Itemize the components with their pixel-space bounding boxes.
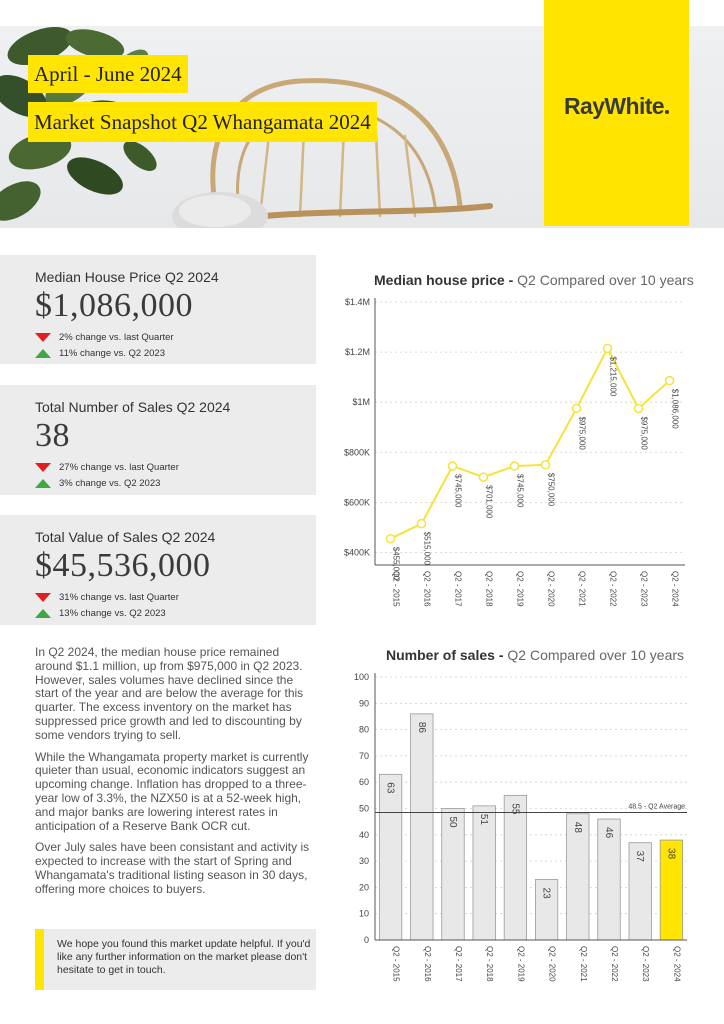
paragraph-1: In Q2 2024, the median house price remained around $1.1 million, up from $975,000 in Q2 2023. However, sales volumes have declined since the start of the year and are below the average for this quarter. The excess inventory on the market has suppressed price growth and led to discounting by some vendors trying to sell. <box>35 645 304 742</box>
average-label: 48.5 - Q2 Average <box>628 803 685 811</box>
bar-value-label: 46 <box>603 827 614 839</box>
x-tick-label: Q2 - 2023 <box>641 946 651 982</box>
change-year-text: 3% change vs. Q2 2023 <box>59 477 161 489</box>
median-price-label: Median House Price Q2 2024 <box>35 269 219 285</box>
bar-value-label: 38 <box>665 848 677 860</box>
change-quarter-text: 31% change vs. last Quarter <box>59 591 179 603</box>
median-price-chart <box>330 290 710 620</box>
price-point <box>635 404 643 412</box>
change-quarter-text: 27% change vs. last Quarter <box>59 461 179 473</box>
change-year-text: 11% change vs. Q2 2023 <box>59 347 165 359</box>
bar-value-label: 50 <box>447 816 458 828</box>
price-point <box>542 461 550 469</box>
change-year-text: 13% change vs. Q2 2023 <box>59 607 166 619</box>
sales-count-value: 38 <box>35 417 70 454</box>
x-tick-label: Q2 - 2024 <box>672 946 682 982</box>
x-tick-label: Q2 - 2018 <box>485 946 495 982</box>
bar-value-label: 63 <box>384 782 396 794</box>
price-data-label: $745,000 <box>453 474 463 508</box>
price-point <box>511 462 519 470</box>
arrow-up-icon <box>35 609 51 618</box>
price-chart-title-main: Median house price <box>374 272 505 288</box>
y-tick-label: $600K <box>343 497 370 508</box>
price-point <box>480 473 488 481</box>
sales-bar <box>442 809 464 941</box>
price-data-label: $1,215,000 <box>608 356 618 397</box>
price-data-label: $975,000 <box>577 416 587 450</box>
y-tick-label: 50 <box>358 803 369 814</box>
price-chart-subtitle: Q2 Compared over 10 years <box>517 272 694 288</box>
price-chart-title: Median house price - Q2 Compared over 10 years <box>374 272 694 288</box>
x-tick-label: Q2 - 2023 <box>639 571 649 607</box>
bar-value-label: 23 <box>540 887 552 899</box>
x-tick-label: Q2 - 2017 <box>454 946 463 982</box>
price-data-label: $455,000 <box>391 546 401 581</box>
x-tick-label: Q2 - 2018 <box>484 571 494 607</box>
bar-value-label: 51 <box>478 813 490 825</box>
sales-count-label: Total Number of Sales Q2 2024 <box>35 399 231 415</box>
bar-value-label: 48 <box>571 821 583 833</box>
sales-bar <box>379 774 401 940</box>
x-tick-label: Q2 - 2021 <box>577 571 587 607</box>
logo-text: RayWhite <box>564 92 664 119</box>
x-tick-label: Q2 - 2020 <box>547 946 557 982</box>
sales-value-label: Total Value of Sales Q2 2024 <box>35 529 216 545</box>
change-year <box>35 345 316 361</box>
paragraph-2: While the Whangamata property market is currently quieter than usual, economic indicators suggest an upcoming change. Inflation has dropped to a three-year low of 3.3%, the NZX50 is at a 52-week high, and major banks are lowering interest rates in anticipation of a Reserve Bank OCR cut. <box>35 749 309 833</box>
x-tick-label: Q2 - 2020 <box>546 571 556 607</box>
sales-value-value: $45,536,000 <box>35 547 211 584</box>
raywhite-logo <box>564 93 669 120</box>
y-tick-label: 30 <box>358 856 369 867</box>
arrow-up-icon <box>35 479 51 488</box>
price-point <box>604 344 612 352</box>
price-point <box>573 404 581 412</box>
price-point <box>666 377 674 385</box>
x-tick-label: Q2 - 2019 <box>515 571 525 607</box>
price-data-label: $750,000 <box>546 472 556 507</box>
y-tick-label: 80 <box>358 724 369 735</box>
arrow-up-icon <box>35 349 51 358</box>
cta-text: We hope you found this market update helpful. If you'd like any further information on the market please don't hesitate to get in touch. <box>57 938 311 976</box>
x-tick-label: Q2 - 2016 <box>422 946 432 982</box>
logo-dot <box>665 110 669 114</box>
y-tick-label: $800K <box>343 447 370 458</box>
price-data-label: $515,000 <box>422 531 432 566</box>
x-tick-label: Q2 - 2022 <box>610 946 619 982</box>
price-series-line <box>391 348 670 538</box>
x-tick-label: Q2 - 2015 <box>391 946 401 982</box>
sales-bar <box>411 714 433 940</box>
change-quarter-text: 2% change vs. last Quarter <box>59 331 174 343</box>
x-tick-label: Q2 - 2019 <box>516 946 526 982</box>
sales-chart-title: Number of sales - Q2 Compared over 10 years <box>386 647 685 663</box>
x-tick-label: Q2 - 2017 <box>453 571 463 607</box>
sales-value-card <box>0 515 316 625</box>
y-tick-label: 0 <box>363 935 369 945</box>
brand-panel <box>544 0 689 226</box>
market-commentary <box>35 646 317 905</box>
price-data-label: $745,000 <box>515 474 525 508</box>
y-tick-label: 100 <box>353 672 369 682</box>
sales-count-card <box>0 385 316 495</box>
sales-chart-title-main: Number of sales <box>386 647 495 663</box>
x-tick-label: Q2 - 2022 <box>608 571 618 607</box>
x-tick-label: Q2 - 2024 <box>670 571 680 607</box>
y-tick-label: 10 <box>358 908 369 919</box>
y-tick-label: $1.2M <box>344 347 370 358</box>
period-tag: April - June 2024 <box>28 55 188 93</box>
paragraph-3: Over July sales have been consistant and activity is expected to increase with the start of Spring and Whangamata's traditional listing season in 30 days, offering more choices to buyers. <box>35 840 310 896</box>
arrow-down-icon <box>35 593 51 602</box>
bar-value-label: 55 <box>509 803 521 815</box>
y-tick-label: 70 <box>358 750 369 761</box>
change-year <box>35 475 316 491</box>
price-point <box>387 535 395 543</box>
bar-value-label: 86 <box>415 721 427 733</box>
sales-chart-subtitle: Q2 Compared over 10 years <box>507 647 685 663</box>
x-tick-label: Q2 - 2021 <box>578 946 588 982</box>
change-quarter <box>35 459 316 475</box>
x-tick-label: Q2 - 2015 <box>391 571 401 607</box>
y-tick-label: $1.4M <box>344 297 370 307</box>
y-tick-label: 90 <box>358 698 369 709</box>
y-tick-label: 20 <box>358 882 369 893</box>
median-price-card <box>0 255 316 364</box>
change-quarter <box>35 329 316 345</box>
price-data-label: $975,000 <box>639 416 649 450</box>
median-price-value: $1,086,000 <box>35 287 193 324</box>
change-quarter <box>35 589 316 605</box>
arrow-down-icon <box>35 463 51 472</box>
page-title: Market Snapshot Q2 Whangamata 2024 <box>28 102 377 142</box>
price-point <box>418 520 426 528</box>
y-tick-label: $400K <box>343 547 370 558</box>
y-tick-label: 40 <box>358 829 369 840</box>
bar-value-label: 37 <box>634 850 646 862</box>
change-year <box>35 605 316 621</box>
sales-bar <box>504 795 526 940</box>
price-data-label: $1,086,000 <box>670 388 680 429</box>
arrow-down-icon <box>35 333 51 342</box>
price-point <box>449 462 457 470</box>
cta-box <box>35 929 316 990</box>
x-tick-label: Q2 - 2016 <box>422 571 432 607</box>
price-data-label: $701,000 <box>484 485 494 519</box>
chair-illustration <box>160 66 540 228</box>
y-tick-label: 60 <box>358 777 369 788</box>
sales-count-chart <box>330 665 710 1015</box>
y-tick-label: $1M <box>352 397 370 408</box>
sales-bar <box>473 806 495 940</box>
